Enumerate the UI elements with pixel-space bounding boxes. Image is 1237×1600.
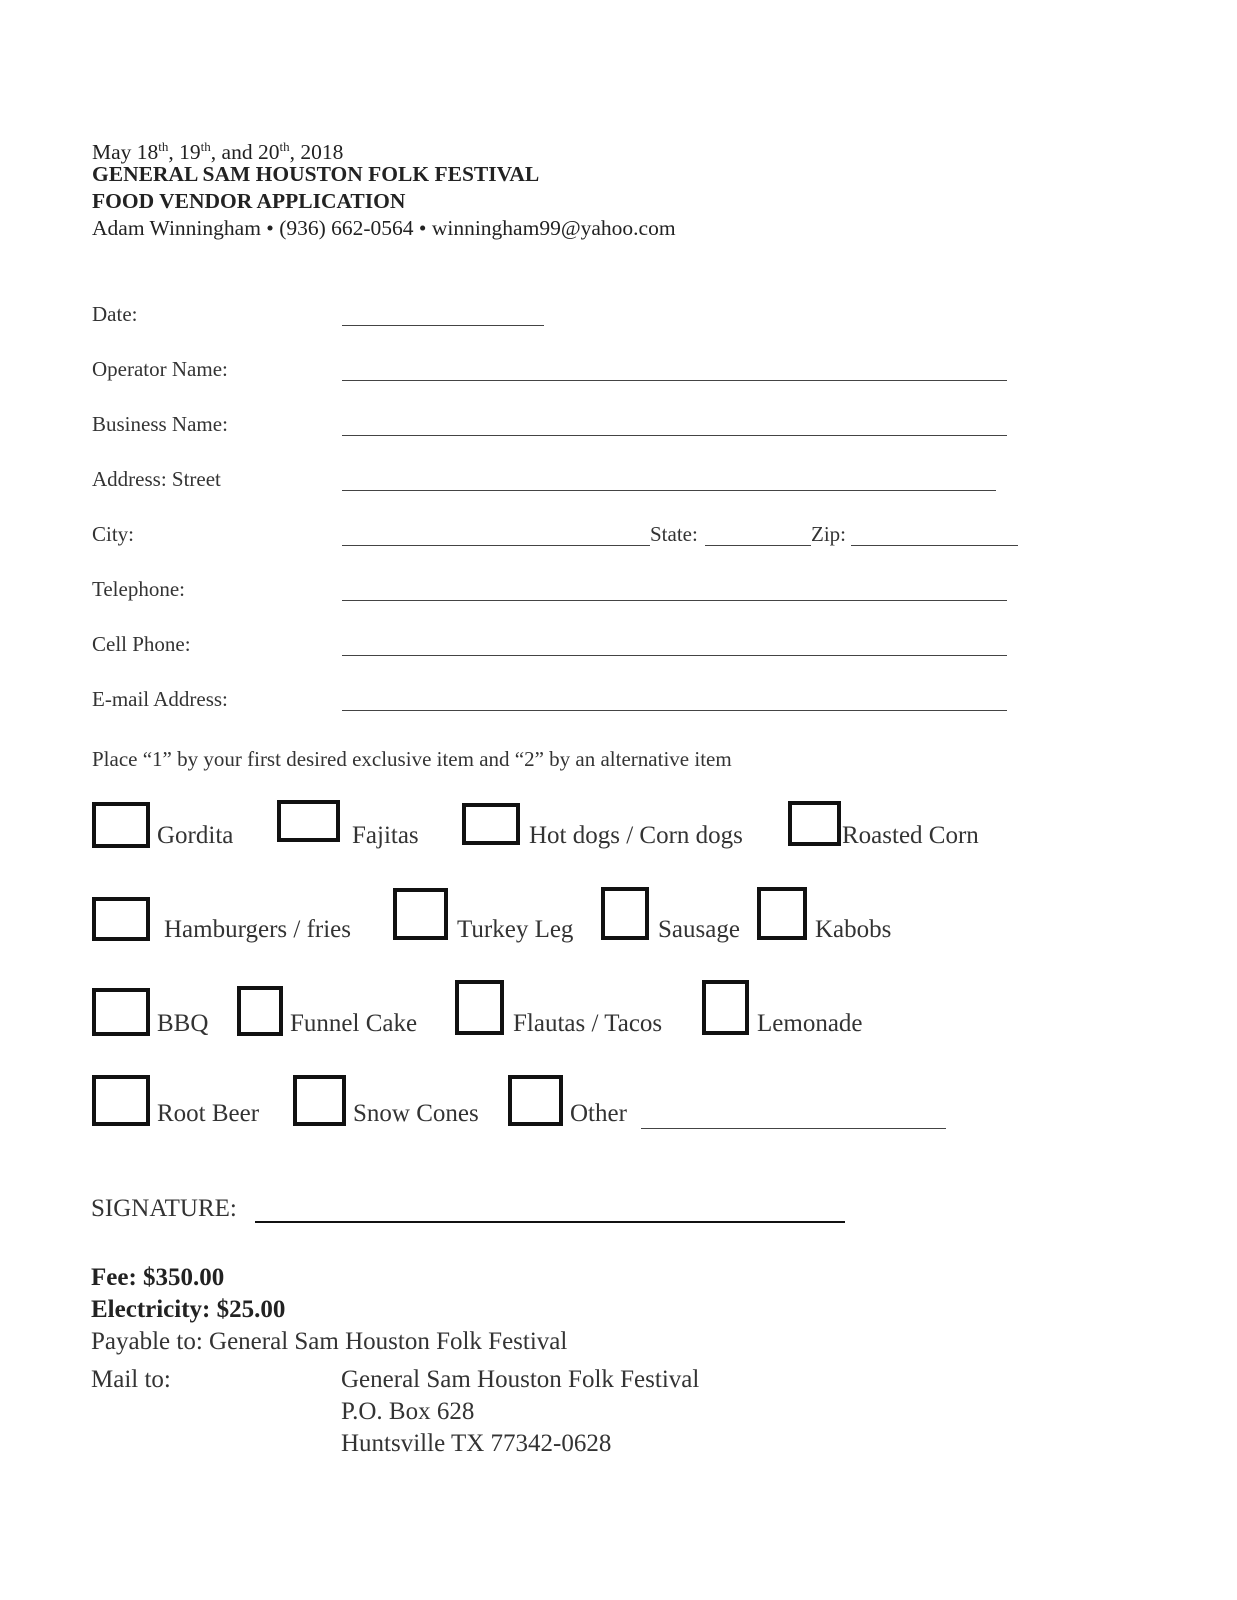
fajitas-label: Fajitas (352, 822, 419, 849)
email-field-line[interactable] (342, 710, 1007, 711)
zip-field-line[interactable] (851, 545, 1018, 546)
cell-phone-label: Cell Phone: (92, 632, 191, 656)
turkey-leg-checkbox[interactable] (393, 888, 448, 940)
kabobs-checkbox[interactable] (757, 887, 807, 940)
mailing-address-line2: P.O. Box 628 (341, 1398, 475, 1425)
state-field-line[interactable] (705, 545, 811, 546)
root-beer-label: Root Beer (157, 1100, 260, 1127)
hamburgers-checkbox[interactable] (92, 897, 150, 941)
sausage-label: Sausage (658, 916, 740, 943)
signature-field-line[interactable] (255, 1221, 845, 1223)
operator-name-field-line[interactable] (342, 380, 1007, 381)
mailing-address-line1: General Sam Houston Folk Festival (341, 1366, 700, 1393)
sausage-checkbox[interactable] (601, 887, 649, 940)
root-beer-checkbox[interactable] (92, 1075, 150, 1126)
hot-dogs-label: Hot dogs / Corn dogs (529, 822, 743, 849)
turkey-leg-label: Turkey Leg (457, 916, 574, 943)
fajitas-checkbox[interactable] (277, 800, 340, 842)
payable-to: Payable to: General Sam Houston Folk Festival (91, 1328, 568, 1355)
mailing-address-line3: Huntsville TX 77342-0628 (341, 1430, 612, 1457)
address-label: Address: Street (92, 467, 221, 491)
application-title: FOOD VENDOR APPLICATION (92, 189, 406, 213)
state-label: State: (650, 522, 698, 546)
gordita-label: Gordita (157, 822, 234, 849)
hot-dogs-checkbox[interactable] (462, 803, 520, 845)
city-field-line[interactable] (342, 545, 650, 546)
hamburgers-label: Hamburgers / fries (164, 916, 351, 943)
date-field-line[interactable] (342, 325, 544, 326)
roasted-corn-label: Roasted Corn (842, 822, 979, 849)
snow-cones-checkbox[interactable] (293, 1075, 346, 1126)
instructions-text: Place “1” by your first desired exclusive item and “2” by an alternative item (92, 747, 732, 771)
festival-dates: May 18th, 19th, and 20th, 2018 (92, 139, 344, 165)
address-field-line[interactable] (342, 490, 996, 491)
flautas-label: Flautas / Tacos (513, 1010, 663, 1037)
fee-amount: Fee: $350.00 (91, 1264, 225, 1291)
contact-info: Adam Winningham • (936) 662-0564 • winningham99@yahoo.com (92, 216, 676, 240)
bbq-label: BBQ (157, 1010, 209, 1037)
operator-name-label: Operator Name: (92, 357, 228, 381)
business-name-label: Business Name: (92, 412, 228, 436)
roasted-corn-checkbox[interactable] (788, 801, 841, 846)
funnel-cake-checkbox[interactable] (237, 986, 283, 1036)
electricity-fee: Electricity: $25.00 (91, 1296, 286, 1323)
signature-label: SIGNATURE: (91, 1195, 237, 1222)
email-label: E-mail Address: (92, 687, 228, 711)
other-checkbox[interactable] (508, 1075, 563, 1126)
flautas-checkbox[interactable] (455, 980, 504, 1035)
lemonade-label: Lemonade (757, 1010, 863, 1037)
cell-phone-field-line[interactable] (342, 655, 1007, 656)
telephone-field-line[interactable] (342, 600, 1007, 601)
bbq-checkbox[interactable] (92, 988, 150, 1036)
snow-cones-label: Snow Cones (353, 1100, 479, 1127)
business-name-field-line[interactable] (342, 435, 1007, 436)
funnel-cake-label: Funnel Cake (290, 1010, 418, 1037)
lemonade-checkbox[interactable] (702, 980, 749, 1035)
date-label: Date: (92, 302, 138, 326)
mail-to-label: Mail to: (91, 1366, 171, 1393)
telephone-label: Telephone: (92, 577, 185, 601)
gordita-checkbox[interactable] (92, 802, 150, 848)
kabobs-label: Kabobs (815, 916, 892, 943)
other-label: Other (570, 1100, 627, 1127)
festival-title: GENERAL SAM HOUSTON FOLK FESTIVAL (92, 162, 540, 186)
city-label: City: (92, 522, 135, 546)
zip-label: Zip: (811, 522, 846, 546)
other-field-line[interactable] (641, 1128, 946, 1129)
